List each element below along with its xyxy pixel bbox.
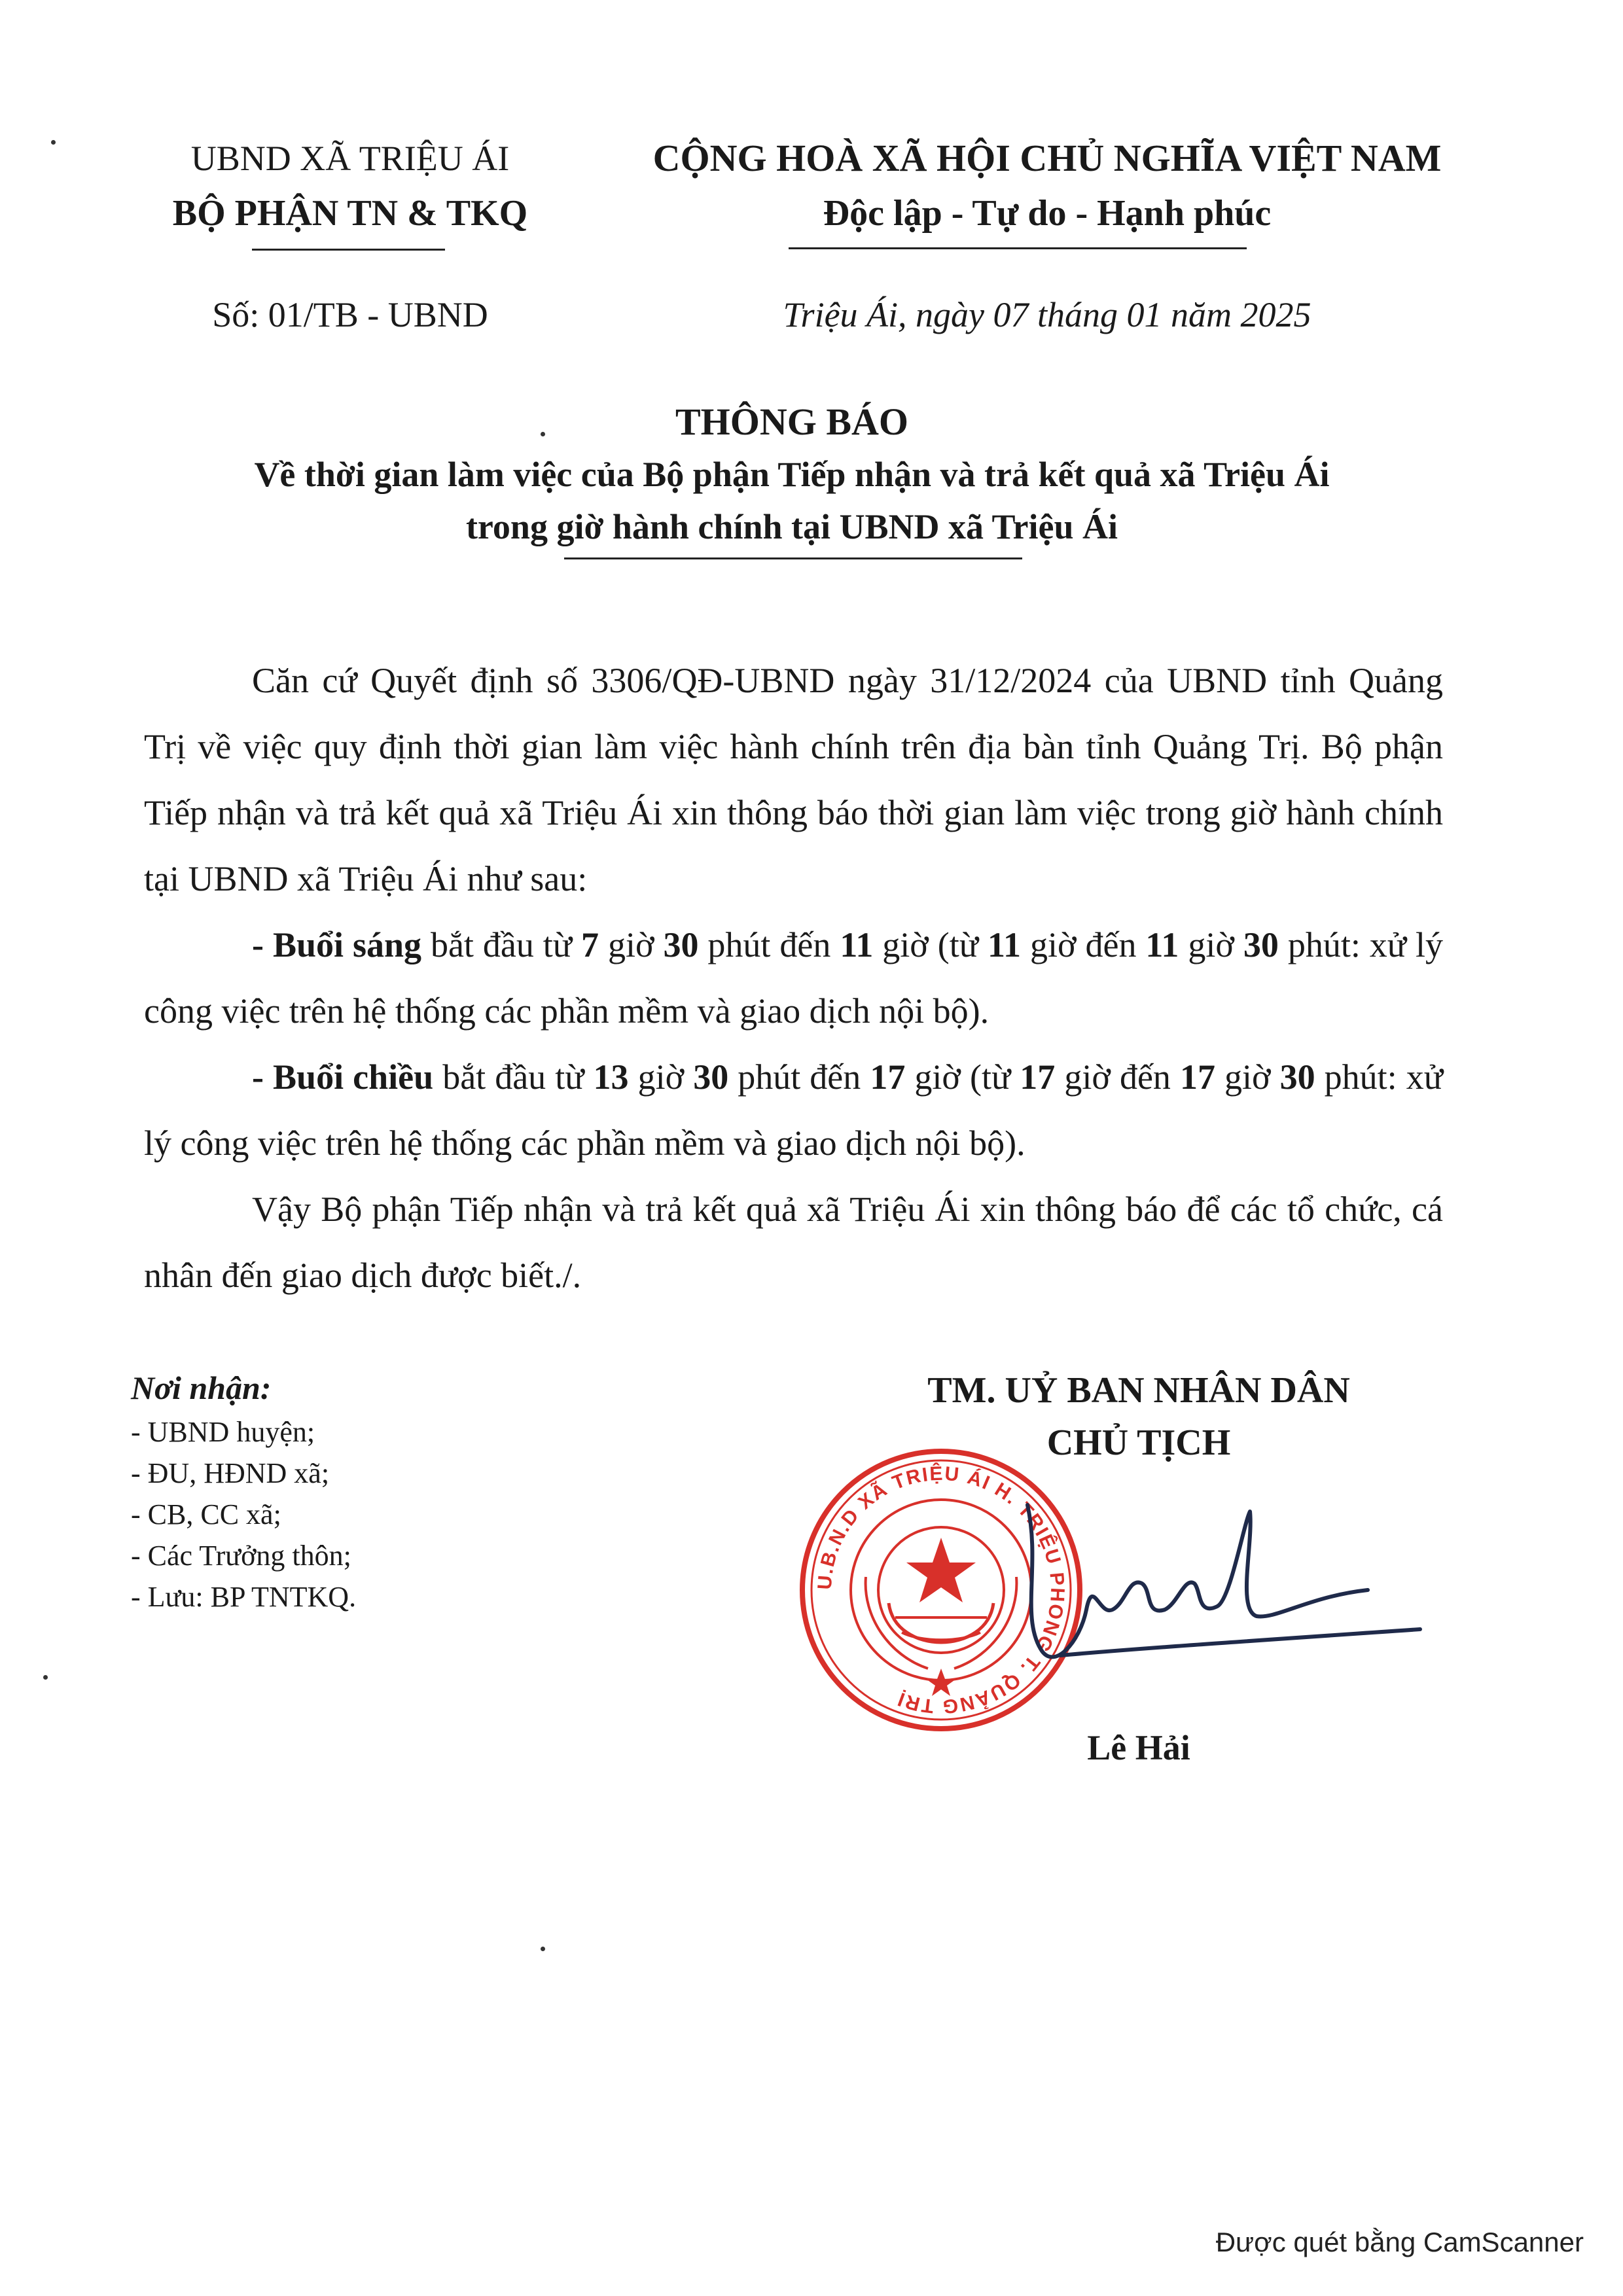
list-item: - ĐU, HĐND xã;	[131, 1457, 330, 1489]
afternoon-text: giờ (từ	[905, 1057, 1020, 1097]
recipients-list	[131, 1411, 589, 1617]
signer-name: Lê Hải	[1087, 1728, 1190, 1767]
morning-number: 11	[840, 925, 874, 964]
morning-text: phút: xử lý công việc trên hệ thống các phần mềm và giao dịch nội bộ).	[144, 925, 1444, 1031]
afternoon-number: 13	[593, 1057, 629, 1097]
morning-number: 7	[581, 925, 599, 964]
afternoon-text: giờ đến	[1055, 1057, 1180, 1097]
signature-title: CHỦ TỊCH	[1046, 1422, 1231, 1463]
national-header	[589, 131, 1505, 241]
document-body	[144, 648, 1443, 1309]
document-number: Số: 01/TB - UBND	[212, 295, 488, 334]
recipients-heading: Nơi nhận:	[131, 1369, 272, 1406]
signature-organization: TM. UỶ BAN NHÂN DÂN	[927, 1370, 1350, 1411]
scan-speck	[51, 140, 56, 145]
agency-header	[124, 131, 576, 241]
list-item: - Lưu: BP TNTKQ.	[131, 1581, 357, 1613]
title-underline	[564, 557, 1022, 559]
morning-text: bắt đầu từ	[421, 925, 582, 964]
morning-text: phút đến	[698, 925, 840, 964]
paragraph-afternoon-hours	[144, 1044, 1443, 1176]
morning-number: 30	[663, 925, 699, 964]
scan-speck	[541, 432, 545, 436]
title-heading: THÔNG BÁO	[675, 400, 909, 443]
afternoon-text: bắt đầu từ	[433, 1057, 594, 1097]
paragraph-morning-hours	[144, 912, 1443, 1044]
afternoon-text: phút: xử lý công việc trên hệ thống các phần mềm và giao dịch nội bộ).	[144, 1057, 1443, 1163]
afternoon-number: 30	[693, 1057, 729, 1097]
afternoon-text: phút đến	[728, 1057, 870, 1097]
recipients-block	[131, 1364, 589, 1617]
list-item: - Các Trưởng thôn;	[131, 1540, 351, 1572]
agency-name: UBND XÃ TRIỆU ÁI	[190, 139, 510, 178]
afternoon-number: 17	[870, 1057, 906, 1097]
seal-text: U.B.N.D XÃ TRIỆU ÁI H. TRIỆU PHONG T. QUẢNG TRỊ	[813, 1462, 1069, 1718]
morning-text: giờ (từ	[873, 925, 988, 964]
morning-dash: -	[252, 925, 273, 964]
afternoon-text: giờ	[1215, 1057, 1280, 1097]
document-title	[131, 396, 1453, 553]
list-item: - CB, CC xã;	[131, 1498, 281, 1530]
title-subtitle-line1: Về thời gian làm việc của Bộ phận Tiếp nhận và trả kết quả xã Triệu Ái	[254, 455, 1330, 494]
morning-text: giờ	[1179, 925, 1243, 964]
title-subtitle-line2: trong giờ hành chính tại UBND xã Triệu Ái	[465, 507, 1118, 546]
paragraph-closing: Vậy Bộ phận Tiếp nhận và trả kết quả xã Triệu Ái xin thông báo để các tổ chức, cá nhân đến giao dịch được biết./.	[144, 1190, 1443, 1295]
morning-label: Buổi sáng	[272, 925, 421, 964]
afternoon-number: 17	[1020, 1057, 1056, 1097]
motto-underline	[789, 247, 1247, 249]
morning-number: 11	[988, 925, 1022, 964]
department-name: BỘ PHẬN TN & TKQ	[172, 193, 528, 234]
agency-underline	[252, 249, 445, 251]
afternoon-text: giờ	[628, 1057, 694, 1097]
afternoon-number: 17	[1179, 1057, 1215, 1097]
afternoon-dash: -	[252, 1057, 274, 1097]
list-item: - UBND huyện;	[131, 1416, 315, 1448]
nation-motto: Độc lập - Tự do - Hạnh phúc	[823, 193, 1272, 234]
morning-number: 30	[1243, 925, 1279, 964]
morning-text: giờ	[599, 925, 664, 964]
nation-title: CỘNG HOÀ XÃ HỘI CHỦ NGHĨA VIỆT NAM	[652, 137, 1442, 179]
morning-number: 11	[1145, 925, 1179, 964]
handwritten-signature-icon	[1001, 1485, 1433, 1701]
scan-speck	[43, 1675, 48, 1680]
place-and-date: Triệu Ái, ngày 07 tháng 01 năm 2025	[783, 295, 1311, 334]
scanner-watermark: Được quét bằng CamScanner	[1215, 2227, 1584, 2257]
paragraph-legal-basis: Căn cứ Quyết định số 3306/QĐ-UBND ngày 31/12/2024 của UBND tỉnh Quảng Trị về việc quy định thời gian làm việc hành chính trên địa bàn tỉnh Quảng Trị. Bộ phận Tiếp nhận và trả kết quả xã Triệu Ái xin thông báo thời gian làm việc trong giờ hành chính tại UBND xã Triệu Ái như sau:	[144, 661, 1443, 898]
morning-text: giờ đến	[1021, 925, 1146, 964]
afternoon-number: 30	[1279, 1057, 1315, 1097]
afternoon-label: Buổi chiều	[273, 1057, 434, 1097]
scan-speck	[541, 1947, 545, 1951]
